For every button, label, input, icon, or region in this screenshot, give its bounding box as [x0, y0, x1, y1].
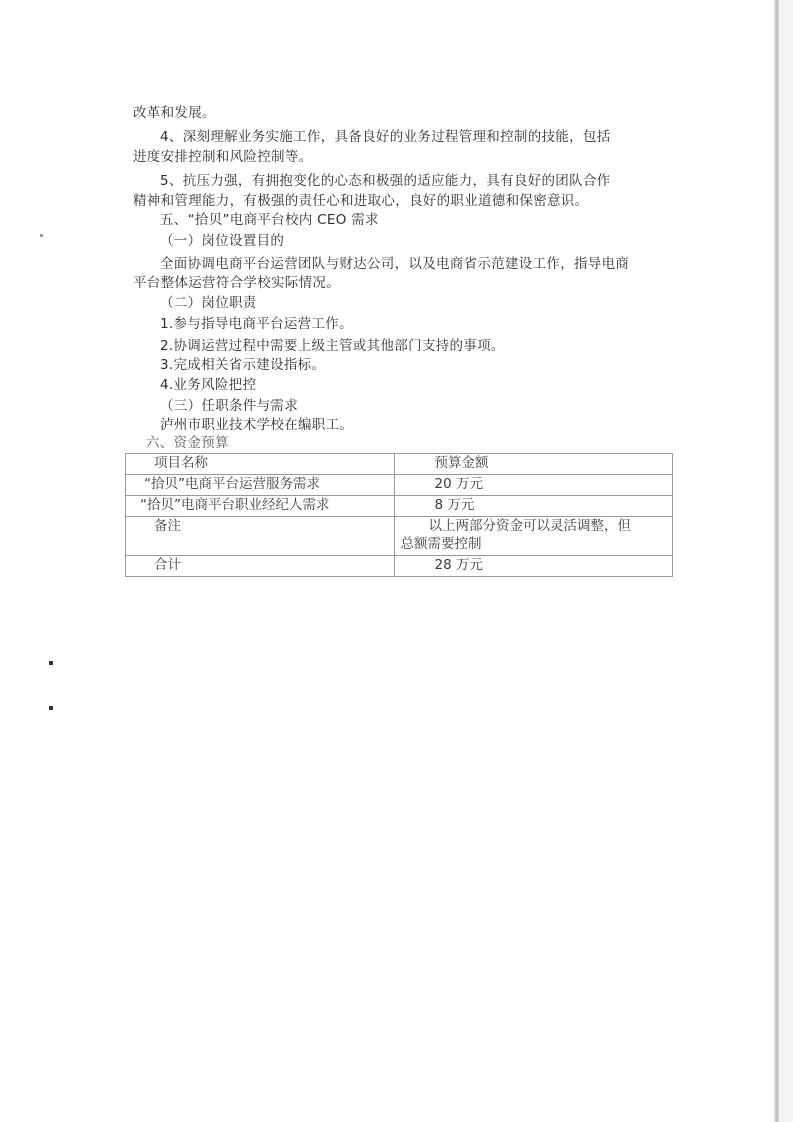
row-item-name: “拾贝”电商平台运营服务需求	[126, 475, 395, 496]
duty-item-4: 4.业务风险把控	[160, 377, 257, 393]
note-text-line-1: 以上两部分资金可以灵活调整，但	[428, 518, 632, 534]
table-total-row	[126, 556, 673, 577]
section-heading-6: 六、资金预算	[146, 435, 229, 451]
subheading-purpose: （一）岗位设置目的	[160, 233, 285, 249]
purpose-text: 全面协调电商平台运营团队与财达公司，以及电商省示范建设工作，指导电商	[160, 256, 630, 272]
scan-border	[779, 0, 793, 1122]
table-row	[126, 475, 673, 496]
scan-dot	[49, 706, 53, 710]
row-budget-amount: 8 万元	[394, 496, 672, 517]
table-header-row	[126, 454, 673, 475]
row-item-name: “拾贝”电商平台职业经纪人需求	[126, 496, 395, 517]
table-note-row	[126, 517, 673, 556]
header-budget-amount: 预算金额	[394, 454, 672, 475]
table-row	[126, 496, 673, 517]
requirement-item-4: 4、深刻理解业务实施工作，具备良好的业务过程管理和控制的技能，包括	[160, 129, 611, 145]
section-heading-5: 五、“拾贝”电商平台校内 CEO 需求	[160, 212, 379, 228]
requirement-item-4-cont: 进度安排控制和风险控制等。	[133, 149, 313, 165]
duty-item-2: 2.协调运营过程中需要上级主管或其他部门支持的事项。	[160, 338, 505, 354]
total-value: 28 万元	[394, 556, 672, 577]
duty-item-1: 1.参与指导电商平台运营工作。	[160, 316, 353, 332]
purpose-text-cont: 平台整体运营符合学校实际情况。	[133, 275, 340, 291]
total-label: 合计	[126, 556, 395, 577]
requirement-item-5-cont: 精神和管理能力，有极强的责任心和进取心，良好的职业道德和保密意识。	[133, 193, 589, 209]
budget-table	[125, 453, 673, 577]
note-text	[394, 517, 672, 556]
note-text-line-2: 总额需要控制	[400, 536, 482, 552]
scan-edge-shadow	[774, 0, 779, 1122]
requirement-item-5: 5、抗压力强，有拥抱变化的心态和极强的适应能力，具有良好的团队合作	[160, 173, 611, 189]
duty-item-3: 3.完成相关省示建设指标。	[160, 357, 326, 373]
note-label: 备注	[126, 517, 395, 556]
conditions-text: 泸州市职业技术学校在编职工。	[160, 417, 354, 433]
scan-dot	[49, 661, 53, 665]
paragraph-continuation: 改革和发展。	[133, 105, 216, 121]
subheading-duties: （二）岗位职责	[160, 295, 257, 311]
header-item-name: 项目名称	[126, 454, 395, 475]
subheading-conditions: （三）任职条件与需求	[160, 398, 298, 414]
scan-dot	[40, 234, 43, 237]
row-budget-amount: 20 万元	[394, 475, 672, 496]
